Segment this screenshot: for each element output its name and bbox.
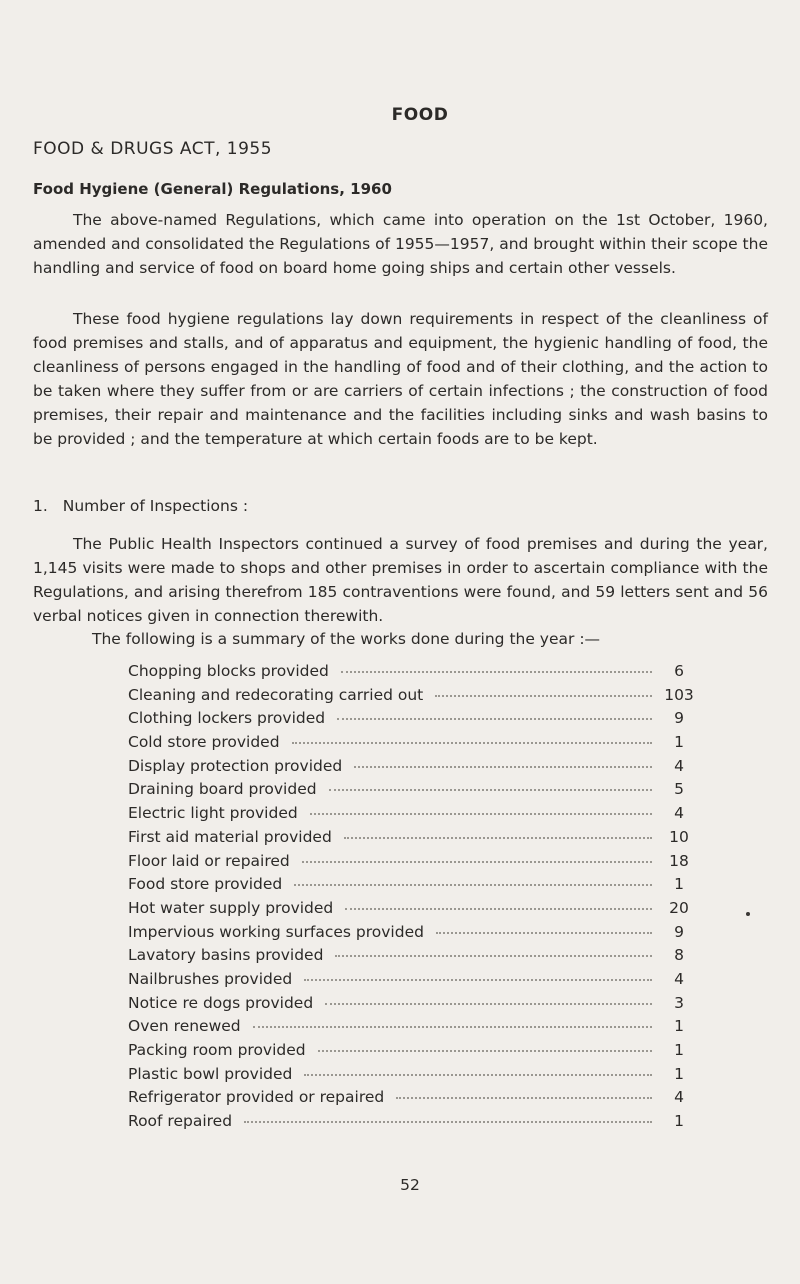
work-item (128, 946, 698, 970)
work-item (128, 733, 698, 757)
dot-leader (310, 812, 652, 815)
work-item-count: 1 (674, 1112, 684, 1131)
work-item-label: Nailbrushes provided (128, 969, 293, 988)
work-item-label: Plastic bowl provided (128, 1064, 293, 1083)
act-title: FOOD & DRUGS ACT, 1955 (33, 139, 273, 159)
paragraph-requirements: These food hygiene regulations lay down requirements in respect of the cleanliness of food premises and stalls, and of apparatus and equipment, the hygienic handling of food, the cleanliness of persons engaged in the handling of food and of their clothing, and the action to be taken where they suffer from or are carriers of certain infections ; the construction of food premises, their repair and maintenance and the facilities including sinks and wash basins to be provided ; and the temperature at which certain foods are to be kept. (33, 310, 768, 448)
work-item (128, 1017, 698, 1041)
work-item (128, 994, 698, 1018)
section-title: Number of Inspections : (62, 497, 249, 515)
dot-leader (325, 1002, 652, 1005)
work-item (128, 875, 698, 899)
work-item (128, 852, 698, 876)
work-item-count: 5 (674, 780, 684, 799)
works-list (128, 662, 698, 1136)
work-item-label: Electric light provided (128, 804, 298, 823)
dot-leader (304, 1073, 652, 1076)
work-item (128, 1088, 698, 1112)
work-item (128, 970, 698, 994)
dot-leader (244, 1120, 652, 1123)
work-item-count: 4 (674, 804, 684, 823)
work-item (128, 899, 698, 923)
paragraph-intro: The above-named Regulations, which came into operation on the 1st October, 1960, amended and consolidated the Regulations of 1955—1957, and brought within their scope the handling and service of food on board home going ships and certain other vessels. (33, 211, 768, 277)
dot-leader (329, 788, 652, 791)
work-item-count: 1 (674, 733, 684, 752)
section-number: 1. (33, 497, 48, 515)
dot-leader (304, 978, 652, 981)
regulations-title: Food Hygiene (General) Regulations, 1960 (33, 180, 392, 198)
work-item (128, 1065, 698, 1089)
work-item-count: 8 (674, 946, 684, 965)
work-item-label: Impervious working surfaces provided (128, 922, 424, 941)
dot-leader (354, 765, 652, 768)
work-item-count: 4 (674, 969, 684, 988)
dot-leader (292, 741, 652, 744)
work-item-label: Food store provided (128, 875, 283, 894)
work-item-label: Refrigerator provided or repaired (128, 1088, 385, 1107)
work-item-label: Notice re dogs provided (128, 993, 314, 1012)
paragraph-inspections: The Public Health Inspectors continued a survey of food premises and during the year, 1,145 visits were made to shops and other premises in order to ascertain compliance with the Regulations, and arising therefrom 185 contraventions were found, and 59 letters sent and 56 verbal notices given in connection therewith. (33, 535, 768, 625)
dot-leader (302, 860, 652, 863)
work-item-count: 3 (674, 993, 684, 1012)
dot-leader (335, 954, 652, 957)
dot-leader (253, 1025, 652, 1028)
page-number: 52 (400, 1176, 420, 1194)
work-item-count: 4 (674, 1088, 684, 1107)
dot-leader (318, 1049, 652, 1052)
work-item-label: Clothing lockers provided (128, 709, 326, 728)
work-item-label: Display protection provided (128, 756, 343, 775)
work-item-count: 20 (669, 898, 689, 917)
work-item (128, 780, 698, 804)
dot-leader (435, 694, 652, 697)
work-item (128, 828, 698, 852)
work-item (128, 804, 698, 828)
work-item-label: Oven renewed (128, 1017, 241, 1036)
work-item-count: 4 (674, 756, 684, 775)
work-item-label: Hot water supply provided (128, 898, 334, 917)
dot-leader (341, 670, 652, 673)
work-item-count: 9 (674, 922, 684, 941)
work-item-count: 103 (664, 685, 694, 704)
work-item-count: 6 (674, 662, 684, 680)
work-item (128, 1112, 698, 1136)
dot-leader (436, 931, 652, 934)
stray-mark (746, 912, 750, 916)
work-item (128, 709, 698, 733)
work-item-label: First aid material provided (128, 827, 332, 846)
work-item-label: Packing room provided (128, 1041, 306, 1059)
work-item-count: 1 (674, 1041, 684, 1059)
summary-intro: The following is a summary of the works done during the year :— (92, 630, 601, 648)
work-item (128, 757, 698, 781)
dot-leader (337, 717, 652, 720)
work-item-count: 1 (674, 1064, 684, 1083)
work-item-count: 1 (674, 1017, 684, 1036)
work-item (128, 923, 698, 947)
page-heading: FOOD (391, 105, 449, 125)
dot-leader (344, 836, 652, 839)
work-item-count: 9 (674, 709, 684, 728)
section-heading (33, 497, 248, 515)
work-item-label: Chopping blocks provided (128, 662, 329, 680)
dot-leader (294, 883, 652, 886)
work-item-count: 10 (669, 827, 689, 846)
work-item-label: Cold store provided (128, 733, 280, 752)
work-item (128, 662, 698, 686)
work-item-label: Cleaning and redecorating carried out (128, 685, 424, 704)
work-item-count: 1 (674, 875, 684, 894)
dot-leader (396, 1096, 652, 1099)
work-item-label: Floor laid or repaired (128, 851, 290, 870)
work-item-count: 18 (669, 851, 689, 870)
work-item-label: Lavatory basins provided (128, 946, 324, 965)
work-item (128, 1041, 698, 1065)
work-item (128, 686, 698, 710)
work-item-label: Roof repaired (128, 1112, 233, 1131)
dot-leader (345, 907, 652, 910)
work-item-label: Draining board provided (128, 780, 317, 799)
